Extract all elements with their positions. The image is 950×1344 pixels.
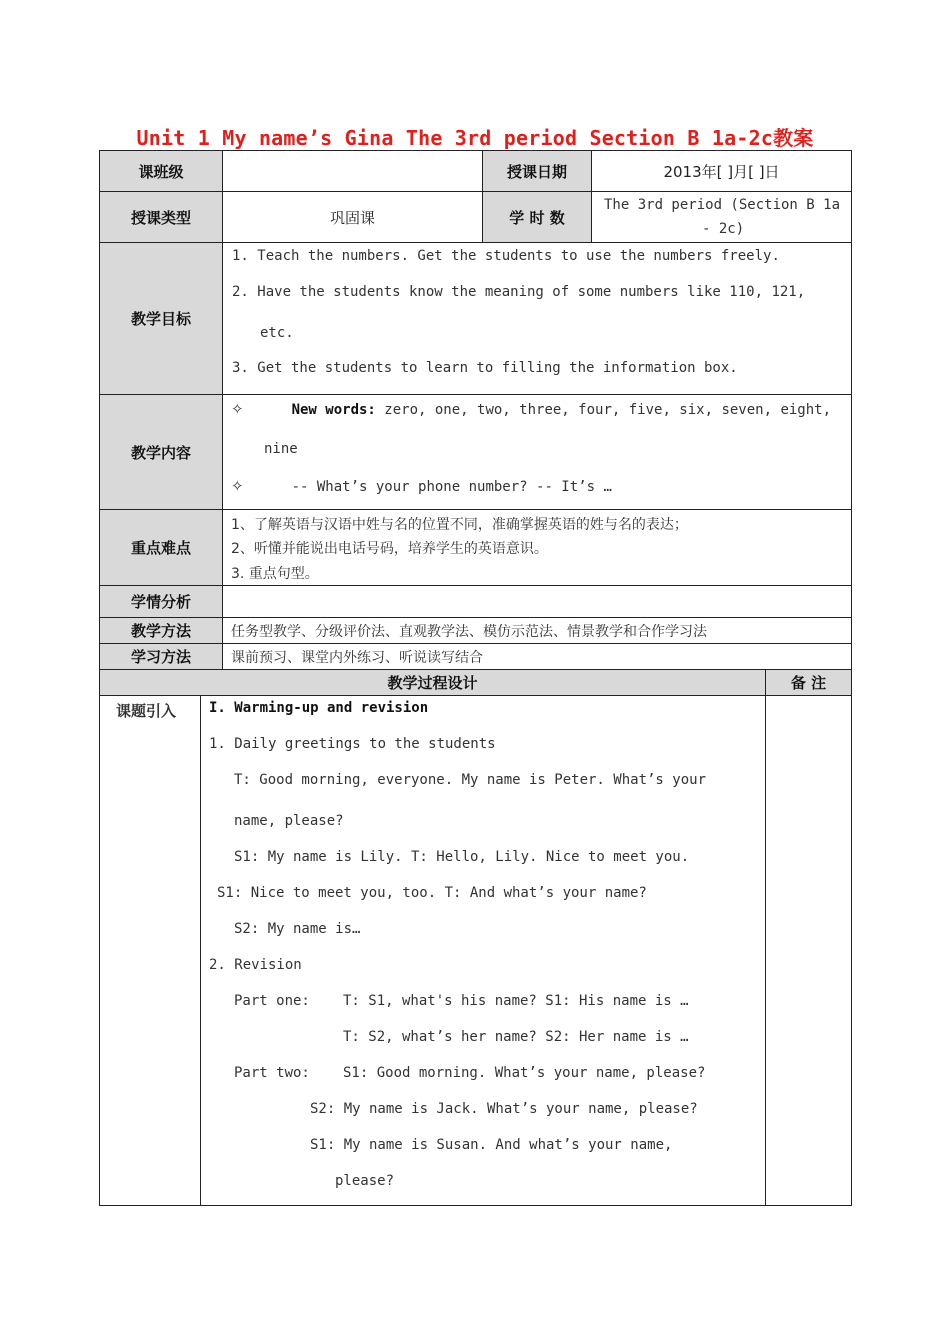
key-points-cell	[222, 509, 852, 586]
new-words-list: zero, one, two, three, four, five, six, seven, eight,	[375, 402, 832, 418]
hours-line-2: - 2c)	[702, 221, 745, 237]
hours-line-1: The 3rd period (Section B 1a	[604, 197, 841, 213]
process-line: 2. Revision	[209, 957, 302, 973]
label-date: 授课日期	[482, 150, 592, 192]
value-analysis	[222, 585, 852, 618]
objective-1: 1. Teach the numbers. Get the students to use the numbers freely.	[232, 248, 780, 264]
label-key-points: 重点难点	[99, 509, 223, 586]
process-heading: I. Warming-up and revision	[209, 700, 429, 716]
objective-2-cont: etc.	[260, 325, 294, 341]
content-cell	[222, 394, 852, 510]
label-objectives: 教学目标	[99, 242, 223, 395]
notes-cell	[765, 695, 852, 1206]
process-line: S1: My name is Susan. And what’s your name,	[310, 1137, 673, 1153]
process-line: Part two:	[234, 1065, 310, 1081]
process-line: please?	[335, 1173, 395, 1189]
teaching-method-cell	[222, 617, 852, 644]
key-point-2: 2、听懂并能说出电话号码，培养学生的英语意识。	[231, 541, 548, 557]
content-row-2	[231, 477, 612, 495]
value-teaching-method: 任务型教学、分级评价法、直观教学法、模仿示范法、情景教学和合作学习法	[231, 624, 707, 640]
document-title: Unit 1 My name’s Gina The 3rd period Section B 1a-2c教案	[136, 126, 814, 150]
process-line: Part one:	[234, 993, 310, 1009]
value-type: 巩固课	[222, 191, 483, 243]
process-line: S2: My name is Jack. What’s your name, please?	[310, 1101, 698, 1117]
process-line: S2: My name is…	[234, 921, 361, 937]
process-line: T: S2, what’s her name? S2: Her name is …	[343, 1029, 689, 1045]
value-date: 2013年[ ]月[ ]日	[591, 150, 852, 192]
objectives-cell	[222, 242, 852, 395]
label-type: 授课类型	[99, 191, 223, 243]
process-line: S1: Good morning. What’s your name, please?	[343, 1065, 706, 1081]
label-process: 教学过程设计	[99, 669, 766, 696]
diamond-bullet-icon: ✧	[231, 400, 244, 418]
label-learning-method: 学习方法	[99, 643, 223, 670]
value-learning-method: 课前预习、课堂内外练习、听说读写结合	[231, 650, 483, 666]
process-cell	[200, 695, 766, 1206]
dialog-sample: -- What’s your phone number? -- It’s …	[291, 479, 612, 495]
label-class: 课班级	[99, 150, 223, 192]
key-point-3: 3. 重点句型。	[231, 566, 319, 582]
process-line: 1. Daily greetings to the students	[209, 736, 496, 752]
diamond-bullet-icon: ✧	[231, 477, 244, 495]
process-line: T: S1, what's his name? S1: His name is …	[343, 993, 689, 1009]
label-notes: 备 注	[765, 669, 852, 696]
process-line: T: Good morning, everyone. My name is Peter. What’s your	[234, 772, 707, 788]
value-class	[222, 150, 483, 192]
content-row-1	[231, 400, 831, 418]
label-intro: 课题引入	[116, 702, 177, 720]
label-analysis: 学情分析	[99, 585, 223, 618]
objective-3: 3. Get the students to learn to filling the information box.	[232, 360, 738, 376]
learning-method-cell	[222, 643, 852, 670]
label-hours: 学 时 数	[482, 191, 592, 243]
objective-2: 2. Have the students know the meaning of some numbers like 110, 121,	[232, 284, 806, 300]
label-teaching-method: 教学方法	[99, 617, 223, 644]
process-line: S1: My name is Lily. T: Hello, Lily. Nice to meet you.	[234, 849, 690, 865]
intro-label-cell	[99, 695, 201, 1206]
new-words-cont: nine	[264, 441, 298, 457]
process-line: name, please?	[234, 813, 344, 829]
new-words-label: New words:	[291, 402, 376, 418]
value-hours	[591, 191, 852, 243]
key-point-1: 1、了解英语与汉语中姓与名的位置不同，准确掌握英语的姓与名的表达；	[231, 517, 688, 533]
process-line: S1: Nice to meet you, too. T: And what’s your name?	[217, 885, 647, 901]
label-content: 教学内容	[99, 394, 223, 510]
